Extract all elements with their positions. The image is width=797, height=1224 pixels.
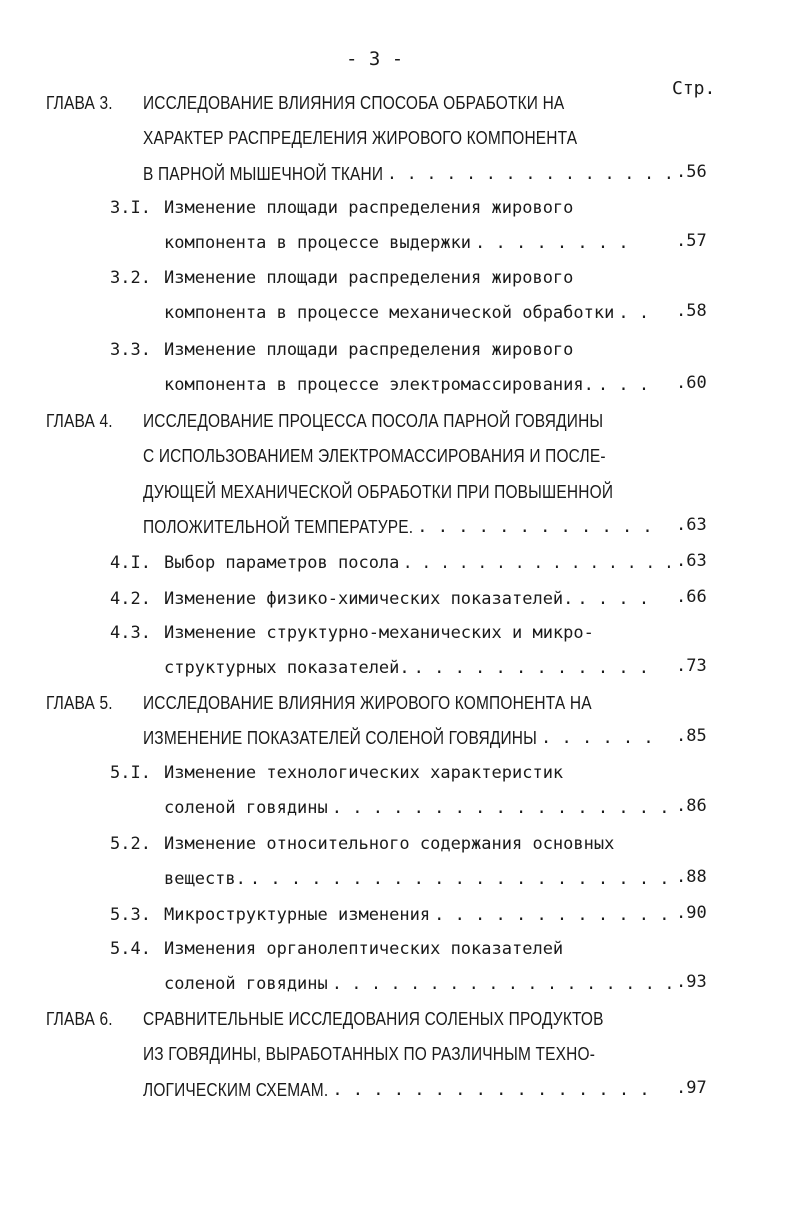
chapter-number: ГЛАВА 4. — [46, 411, 113, 431]
section-number: 5.2. — [110, 834, 151, 854]
section-title-line: веществ. — [164, 869, 246, 890]
page-ref: .58 — [676, 301, 707, 322]
dot-leader: . . . . . . . . . . . . . . . . — [332, 1079, 650, 1100]
dot-leader: . . . . . . . . . . . . . . . . . . — [331, 974, 674, 995]
dot-leader: . . . . . . . . . . . . . . . — [387, 163, 674, 184]
chapter-title-line: ХАРАКТЕР РАСПРЕДЕЛЕНИЯ ЖИРОВОГО КОМПОНЕНТА — [143, 128, 578, 149]
section-title-line: Микроструктурные изменения — [164, 905, 431, 925]
chapter-number: ГЛАВА 3. — [46, 93, 113, 113]
dot-leader: . . — [618, 303, 650, 324]
dot-leader: . . . . — [577, 589, 650, 609]
chapter-number: ГЛАВА 5. — [46, 693, 113, 713]
dot-leader: . . . . . . . . . . . . . . . . . . . . . — [249, 869, 670, 890]
dot-leader: . . . — [597, 375, 650, 396]
dot-leader: . . . . . . . . . . . . . . . . . — [331, 798, 670, 819]
section-title-line: Изменение площади распределения жирового — [164, 340, 574, 360]
page-ref: .63 — [676, 514, 707, 535]
section-title-line: Изменение физико-химических показателей. — [164, 589, 574, 609]
chapter-title-line: ИССЛЕДОВАНИЕ ВЛИЯНИЯ ЖИРОВОГО КОМПОНЕНТА НА — [143, 693, 592, 713]
page-ref: .63 — [676, 551, 707, 571]
section-number: 5.I. — [110, 763, 151, 783]
section-title-line: соленой говядины — [164, 798, 328, 819]
section-number: 3.3. — [110, 340, 151, 360]
section-number: 4.3. — [110, 623, 151, 643]
section-title-line: Изменение структурно-механических и микро- — [164, 623, 594, 643]
dot-leader: . . . . . . . . — [475, 233, 629, 254]
chapter-title-line: СРАВНИТЕЛЬНЫЕ ИССЛЕДОВАНИЯ СОЛЕНЫХ ПРОДУКТОВ — [143, 1009, 604, 1029]
section-title-line: структурных показателей. — [164, 658, 410, 679]
page-ref: .73 — [676, 656, 707, 677]
chapter-title-line: С ИСПОЛЬЗОВАНИЕМ ЭЛЕКТРОМАССИРОВАНИЯ И ПОСЛЕ- — [143, 446, 606, 467]
page-ref: .85 — [676, 726, 707, 747]
dot-leader: . . . . . . . . . . . . — [413, 658, 650, 679]
page-ref: .97 — [676, 1077, 707, 1098]
section-title-line: соленой говядины — [164, 974, 328, 995]
dot-leader: . . . . . . . . . . . . — [417, 516, 653, 537]
page-ref: .93 — [676, 972, 707, 993]
page-column-label: Стр. — [672, 78, 716, 99]
page-ref: .66 — [676, 587, 707, 607]
dot-leader: . . . . . . . . . . . . . . . — [403, 553, 674, 573]
page-ref: .88 — [676, 867, 707, 888]
section-title-line: компонента в процессе выдержки — [164, 233, 472, 254]
section-number: 5.3. — [110, 905, 151, 925]
section-title-line: Изменение площади распределения жирового — [164, 198, 574, 218]
section-number: 5.4. — [110, 939, 151, 959]
page-ref: .56 — [676, 161, 707, 182]
section-number: 3.2. — [110, 268, 151, 288]
section-title-line: компонента в процессе механической обработки — [164, 303, 615, 324]
chapter-title-line: ИЗ ГОВЯДИНЫ, ВЫРАБОТАННЫХ ПО РАЗЛИЧНЫМ ТЕХНО- — [143, 1044, 596, 1065]
dot-leader: . . . . . . — [541, 728, 654, 749]
page-number: - 3 - — [346, 48, 404, 70]
section-title-line: Изменение относительного содержания основных — [164, 834, 615, 854]
chapter-title-line: ПОЛОЖИТЕЛЬНОЙ ТЕМПЕРАТУРЕ. — [143, 516, 414, 537]
page-ref: .60 — [676, 373, 707, 394]
chapter-title-line: ЛОГИЧЕСКИМ СХЕМАМ. — [143, 1079, 329, 1100]
page-ref: .86 — [676, 796, 707, 817]
page-ref: .57 — [676, 231, 707, 252]
page-ref: .90 — [676, 903, 707, 923]
chapter-title-line: ДУЮЩЕЙ МЕХАНИЧЕСКОЙ ОБРАБОТКИ ПРИ ПОВЫШЕННОЙ — [143, 481, 614, 502]
section-title-line: Изменения органолептических показателей — [164, 939, 564, 959]
section-title-line: Изменение технологических характеристик — [164, 763, 564, 783]
dot-leader: . . . . . . . . . . . . — [434, 905, 670, 925]
chapter-title-line: В ПАРНОЙ МЫШЕЧНОЙ ТКАНИ — [143, 163, 384, 184]
chapter-title-line: ИССЛЕДОВАНИЕ ПРОЦЕССА ПОСОЛА ПАРНОЙ ГОВЯДИНЫ — [143, 411, 604, 431]
section-title-line: Изменение площади распределения жирового — [164, 268, 574, 288]
section-title-line: Выбор параметров посола — [164, 553, 400, 573]
chapter-number: ГЛАВА 6. — [46, 1009, 113, 1029]
chapter-title-line: ИССЛЕДОВАНИЕ ВЛИЯНИЯ СПОСОБА ОБРАБОТКИ НА — [143, 93, 565, 113]
section-number: 4.2. — [110, 589, 151, 609]
section-number: 3.I. — [110, 198, 151, 218]
section-title-line: компонента в процессе электромассирования. — [164, 375, 594, 396]
chapter-title-line: ИЗМЕНЕНИЕ ПОКАЗАТЕЛЕЙ СОЛЕНОЙ ГОВЯДИНЫ — [143, 728, 538, 749]
section-number: 4.I. — [110, 553, 151, 573]
